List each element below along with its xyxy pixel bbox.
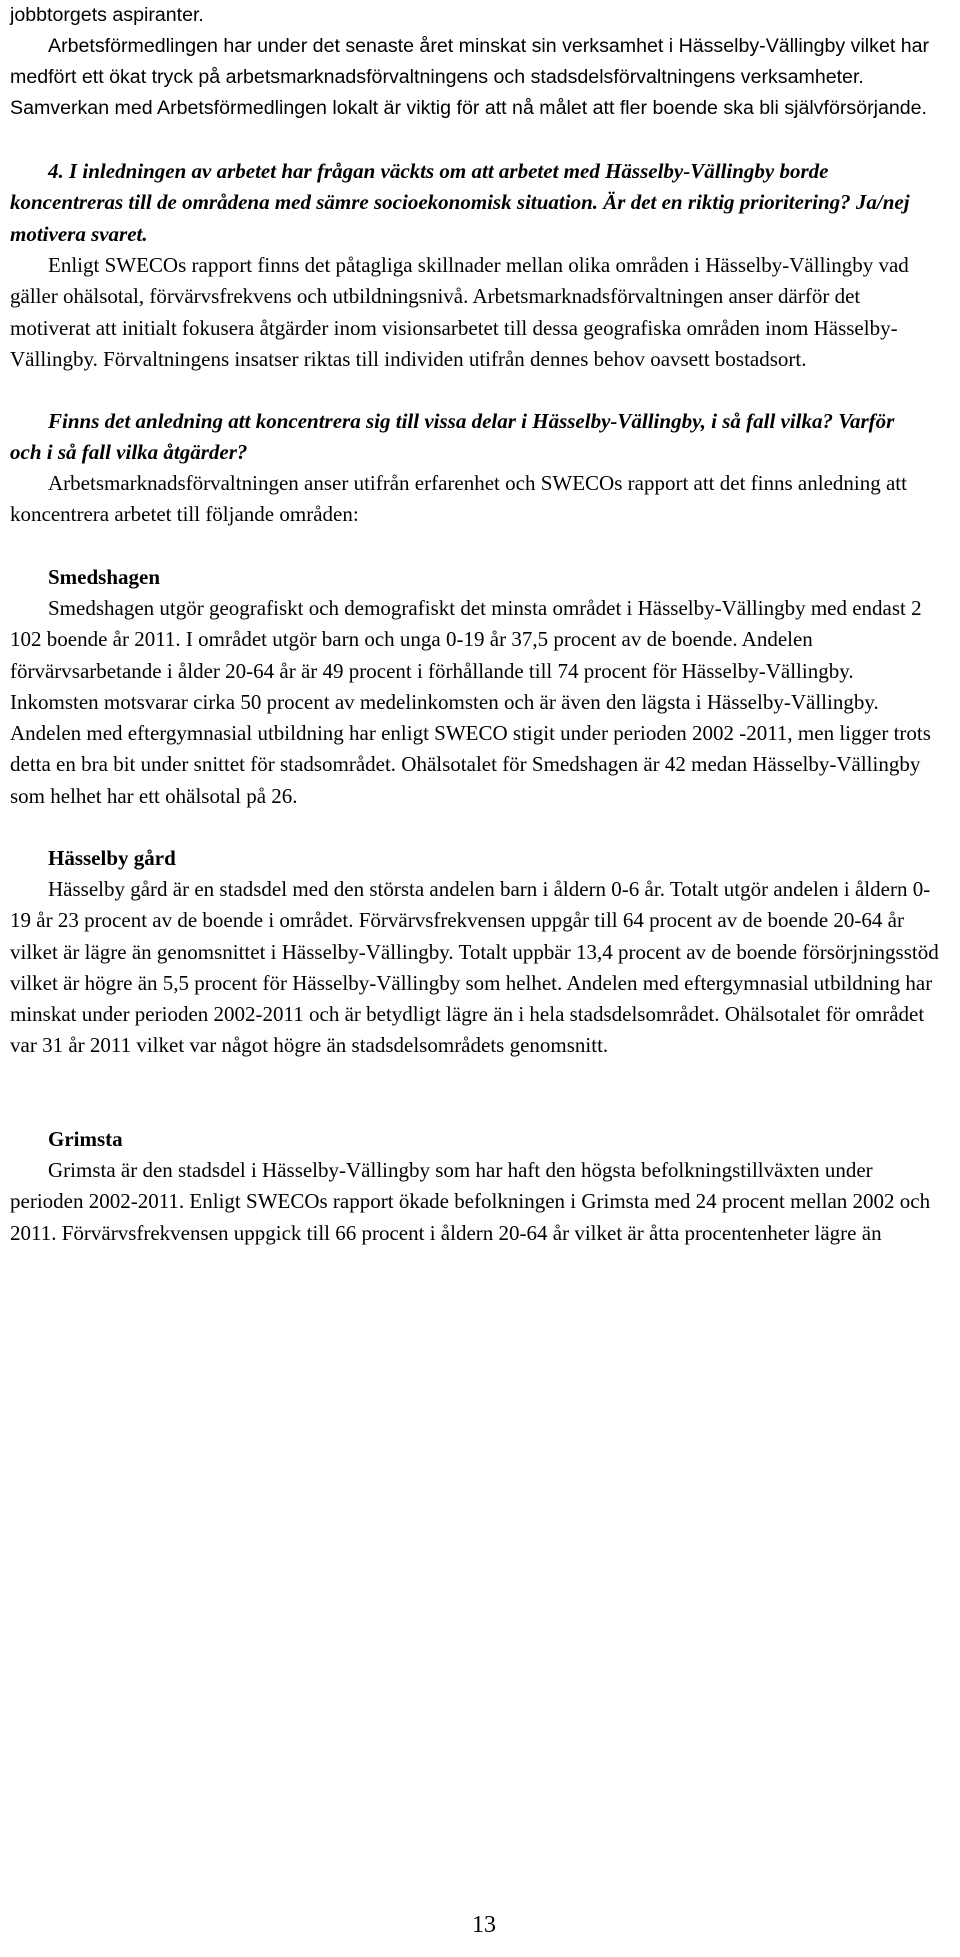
answer-5: Arbetsmarknadsförvaltningen anser utifrån erfarenhet och SWECOs rapport att det finns anledning att koncentrera arbetet till följande områden: [10, 471, 907, 527]
question-5: Finns det anledning att koncentrera sig till vissa delar i Hässelby-Vällingby, i så fall vilka? Varför och i så fall vilka åtgärder? [10, 409, 895, 465]
answer-4: Enligt SWECOs rapport finns det påtagliga skillnader mellan olika områden i Hässelby-Vällingby vad gäller ohälsotal, förvärvsfrekvens och utbildningsnivå. Arbetsmarknadsförvaltningen anser därför det motiverat att initialt fokusera åtgärder inom visionsarbetet till dessa geografiska områden inom Hässelby-Vällingby. Förvaltningens insatser riktas till individen utifrån dennes behov oavsett bostadsort. [10, 253, 909, 371]
paragraph-hasselby-gard: Hässelby gård är en stadsdel med den största andelen barn i åldern 0-6 år. Totalt utgör andelen i åldern 0-19 år 23 procent av de boende i området. Förvärvsfrekvensen uppgår till 64 procent av de boende 20-64 år vilket är lägre än genomsnittet i Hässelby-Vällingby. Totalt uppbär 13,4 procent av de boende försörjningsstöd vilket är högre än 5,5 procent för Hässelby-Vällingby som helhet. Andelen med eftergymnasial utbildning har minskat under perioden 2002-2011 och är betydligt lägre än i hela stadsdelsområdet. Ohälsotalet för området var 31 år 2011 vilket var något högre än stadsdelsområdets genomsnitt. [10, 877, 939, 1058]
heading-smedshagen: Smedshagen [48, 565, 161, 589]
paragraph-arbetsformedlingen-part2: Samverkan med Arbetsförmedlingen lokalt är viktig för att nå målet att fler boende ska bli självförsörjande. [10, 97, 928, 119]
heading-hasselby-gard: Hässelby gård [48, 846, 176, 870]
page-number: 13 [472, 1912, 496, 1938]
question-4: 4. I inledningen av arbetet har frågan väckts om att arbetet med Hässelby-Vällingby borde koncentreras till de områdena med sämre socioekonomisk situation. Är det en riktig prioritering? Ja/nej motivera svaret. [10, 159, 910, 246]
paragraph-smedshagen: Smedshagen utgör geografiskt och demografiskt det minsta området i Hässelby-Vällingby med endast 2 102 boende år 2011. I området utgör barn och unga 0-19 år 37,5 procent av de boende. Andelen förvärvsarbetande i ålder 20-64 år är 49 procent i förhållande till 74 procent för Hässelby-Vällingby. Inkomsten motsvarar cirka 50 procent av medelinkomsten och är även den lägsta i Hässelby-Vällingby. Andelen med eftergymnasial utbildning har enligt SWECO stigit under perioden 2002 -2011, men ligger trots detta en bra bit under snittet för stadsområdet. Ohälsotalet för Smedshagen är 42 medan Hässelby-Vällingby som helhet har ett ohälsotal på 26. [10, 596, 931, 808]
paragraph-intro-fragment: jobbtorgets aspiranter. [10, 4, 204, 26]
paragraph-arbetsformedlingen-part1: Arbetsförmedlingen har under det senaste året minskat sin verksamhet i Hässelby-Vällingby vilket har medfört ett ökat tryck på arbetsmarknadsförvaltningens och stadsdelsförvaltningens verksamheter. [10, 35, 930, 88]
document-page [10, 0, 945, 1957]
paragraph-grimsta: Grimsta är den stadsdel i Hässelby-Vällingby som har haft den högsta befolkningstillväxten under perioden 2002-2011. Enligt SWECOs rapport ökade befolkningen i Grimsta med 24 procent mellan 2002 och 2011. Förvärvsfrekvensen uppgick till 66 procent i åldern 20-64 år vilket är åtta procentenheter lägre än [10, 1158, 931, 1245]
heading-grimsta: Grimsta [48, 1127, 123, 1151]
paragraph-arbetsformedlingen [10, 31, 930, 124]
